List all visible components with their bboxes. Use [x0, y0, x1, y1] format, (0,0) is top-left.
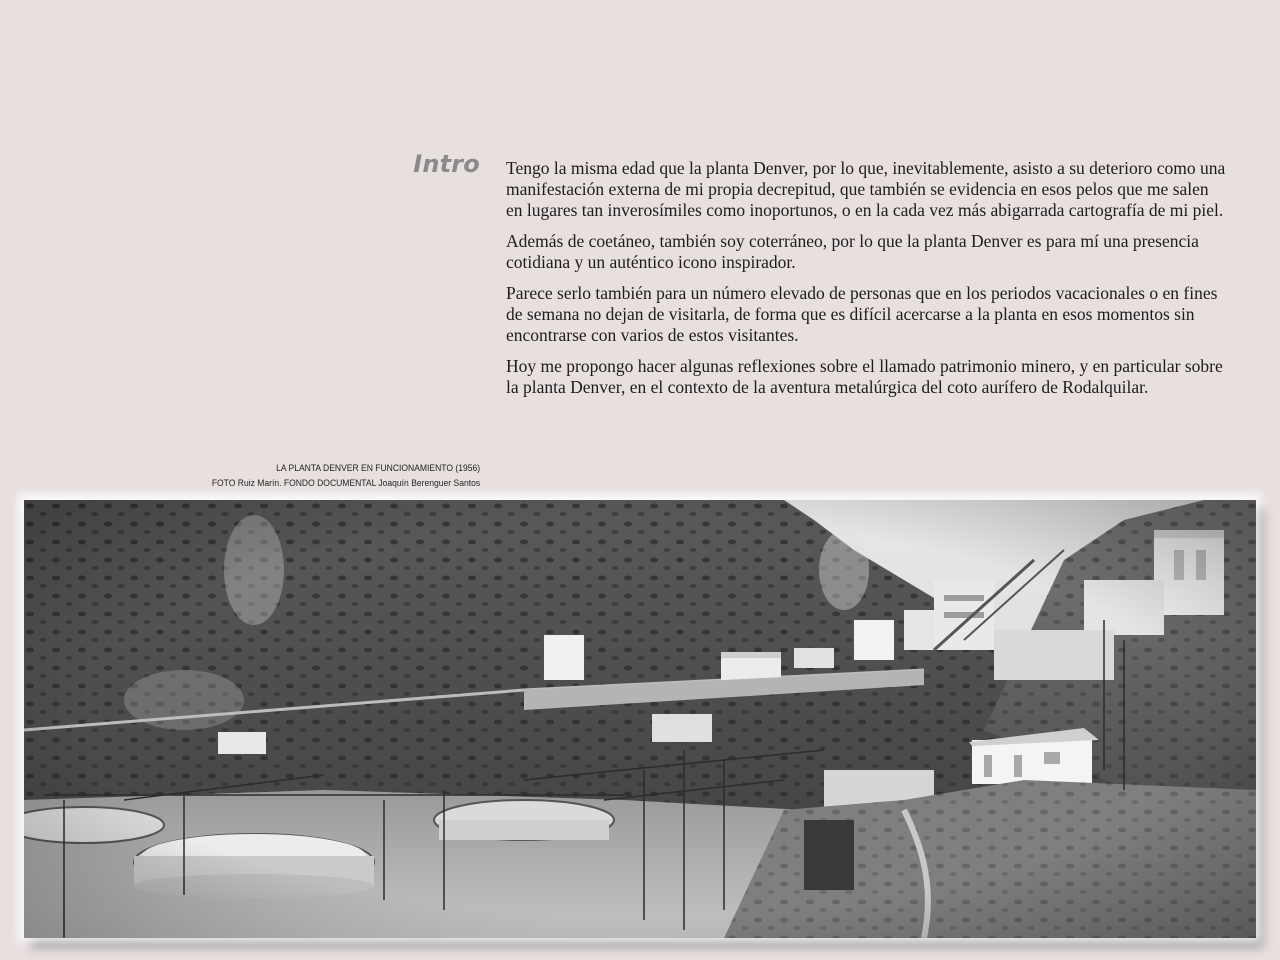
section-heading: Intro [413, 150, 480, 178]
paragraph-3: Parece serlo también para un número elevado de personas que en los periodos vacacionales o en fines de semana no dejan de visitarla, de forma que es difícil acercarse a la planta en esos momentos sin encontrarse con varios de estos visitantes. [506, 283, 1218, 345]
paragraph-4: Hoy me propongo hacer algunas reflexiones sobre el llamado patrimonio minero, y en particular sobre la planta Denver, en el contexto de la aventura metalúrgica del coto aurífero de Rodalquilar. [506, 356, 1223, 397]
paragraph-2: Además de coetáneo, también soy coterráneo, por lo que la planta Denver es para mí una presencia cotidiana y un auténtico icono inspirador. [506, 231, 1199, 272]
photo-caption-title: LA PLANTA DENVER EN FUNCIONAMIENTO (1956) [276, 463, 480, 474]
plant-photo-illustration [24, 500, 1256, 938]
historic-photo [24, 500, 1256, 938]
intro-body [506, 158, 1226, 408]
photo-caption [212, 461, 480, 491]
photo-caption-credit: FOTO Ruiz Marín. FONDO DOCUMENTAL Joaquín Berenguer Santos [211, 478, 480, 489]
paragraph-1: Tengo la misma edad que la planta Denver, por lo que, inevitablemente, asisto a su deterioro como una manifestación externa de mi propia decrepitud, que también se evidencia en esos pelos que me salen en lugares tan inverosímiles como inoportunos, o en la cada vez más abigarrada cartografía de mi piel. [506, 158, 1226, 220]
